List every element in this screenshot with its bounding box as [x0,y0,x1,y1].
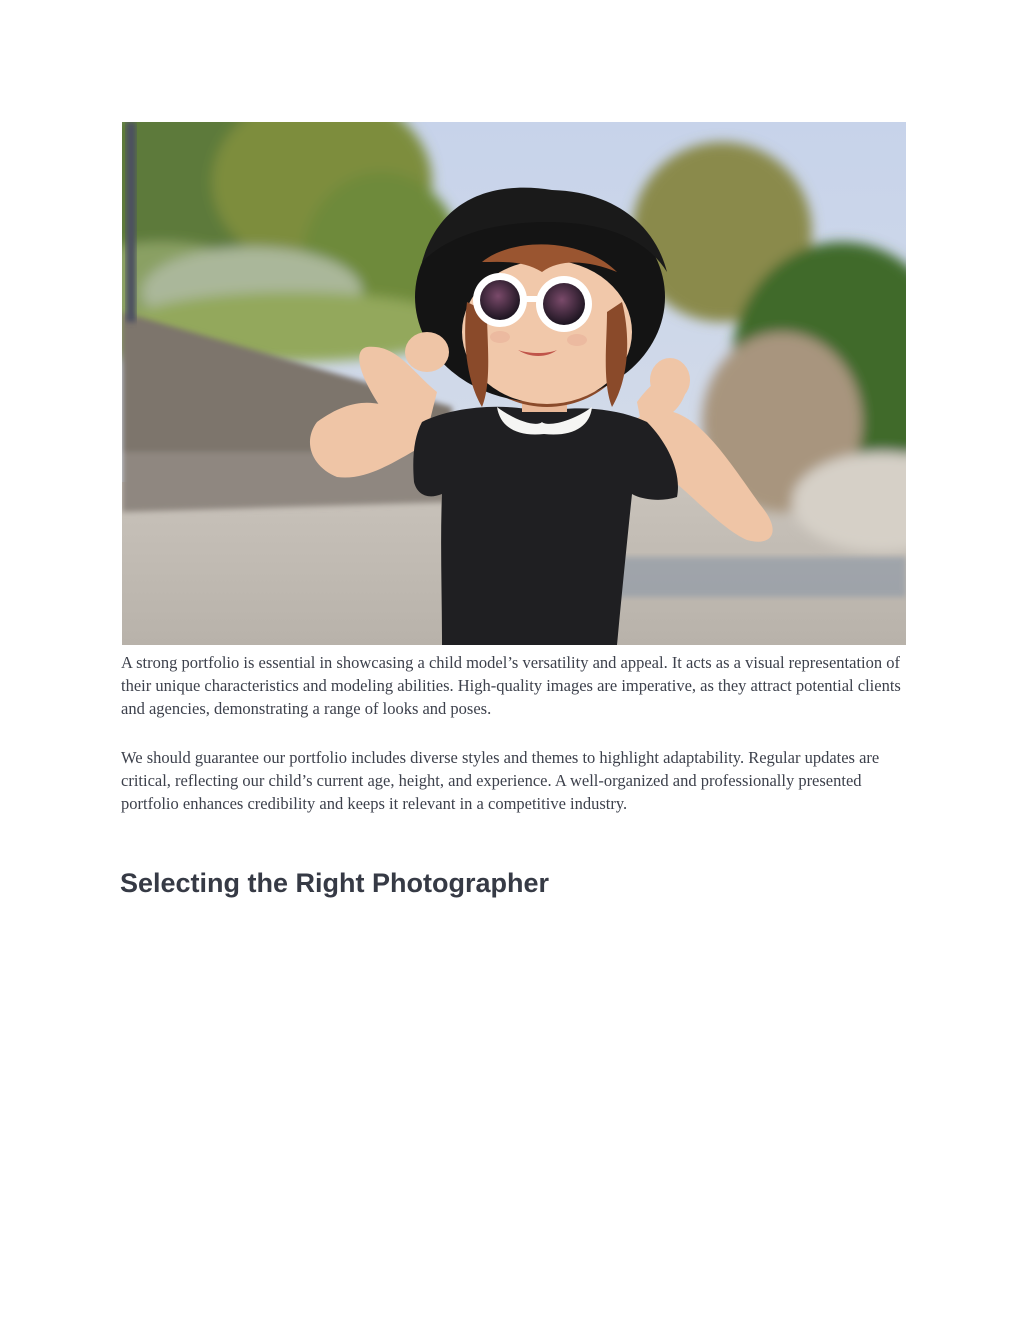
paragraph-portfolio-updates: We should guarantee our portfolio includes diverse styles and themes to highlight adaptability. Regular updates are critical, reflecting our child’s current age, height, and experience. A well-organized and professionally presented portfolio enhances credibility and keeps it relevant in a competitive industry. [121,748,880,813]
section-heading: Selecting the Right Photographer [120,868,550,898]
paragraph-portfolio-importance: A strong portfolio is essential in showcasing a child model’s versatility and appeal. It acts as a visual representation of their unique characteristics and modeling abilities. High-quality images are imperative, as they attract potential clients and agencies, demonstrating a range of looks and poses. [121,653,901,718]
child-model-photo [122,122,906,645]
